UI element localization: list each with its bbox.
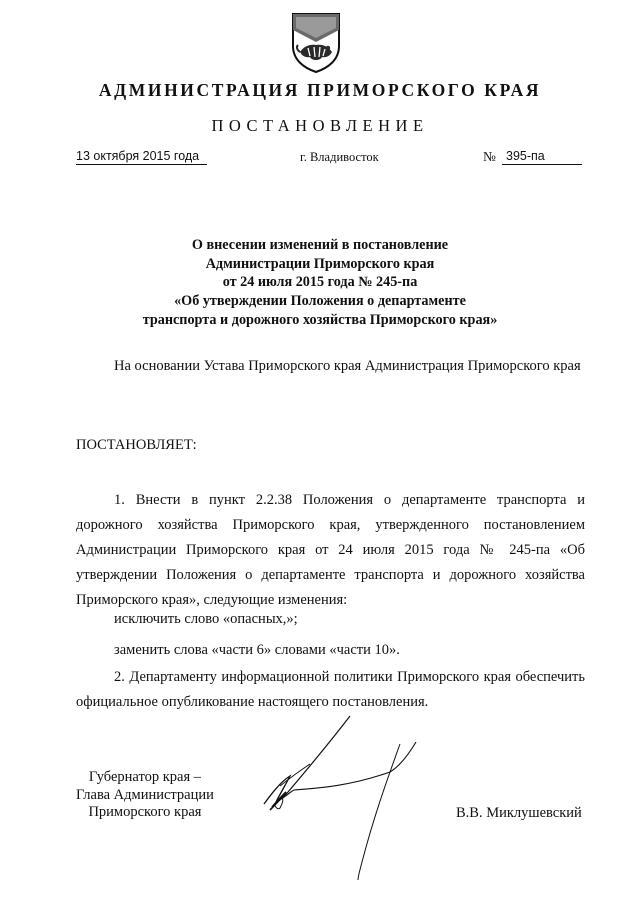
handwritten-signature-icon <box>250 712 430 882</box>
subject-line: О внесении изменений в постановление <box>191 237 449 253</box>
signer-title-line: Приморского края <box>88 804 202 820</box>
document-number: 395-па <box>502 149 582 165</box>
resolution-item-1: 1. Внести в пункт 2.2.38 Положения о департаменте транспорта и дорожного хозяйства Приморского края, утвержденного постановлением Администрации Приморского края от 24 июля 2015 года № 245-па «Об утверждении Положения о департаменте транспорта и дорожного хозяйства Приморского края», следующие изменения: <box>76 492 585 608</box>
resolution-item-1-change-2: заменить слова «части 6» словами «части 10». <box>114 642 400 658</box>
primorye-coat-of-arms-icon <box>290 12 342 74</box>
signer-title-line: Губернатор края – <box>88 769 202 785</box>
document-city: г. Владивосток <box>300 150 379 164</box>
signer-title-line: Глава Администрации <box>76 786 214 803</box>
signer-name: В.В. Миклушевский <box>456 805 582 821</box>
subject-line: Администрации Приморского края <box>205 255 435 272</box>
subject-line: транспорта и дорожного хозяйства Приморского края» <box>142 311 498 328</box>
organization-title: АДМИНИСТРАЦИЯ ПРИМОРСКОГО КРАЯ <box>98 80 542 100</box>
number-label: № <box>483 149 496 164</box>
resolution-item-1-change-1: исключить слово «опасных,»; <box>114 611 298 627</box>
document-type: ПОСТАНОВЛЕНИЕ <box>211 116 429 135</box>
document-subject <box>60 236 580 330</box>
resolves-heading: ПОСТАНОВЛЯЕТ: <box>76 437 197 453</box>
subject-line: от 24 июля 2015 года № 245-па <box>222 274 418 291</box>
basis-paragraph: На основании Устава Приморского края Администрация Приморского края <box>114 358 581 374</box>
resolution-item-2: 2. Департаменту информационной политики Приморского края обеспечить официальное опубликование настоящего постановления. <box>76 669 585 710</box>
subject-line: «Об утверждении Положения о департаменте <box>174 293 466 310</box>
document-meta-row <box>0 149 640 171</box>
signer-title <box>76 769 214 822</box>
document-date: 13 октября 2015 года <box>76 149 207 165</box>
